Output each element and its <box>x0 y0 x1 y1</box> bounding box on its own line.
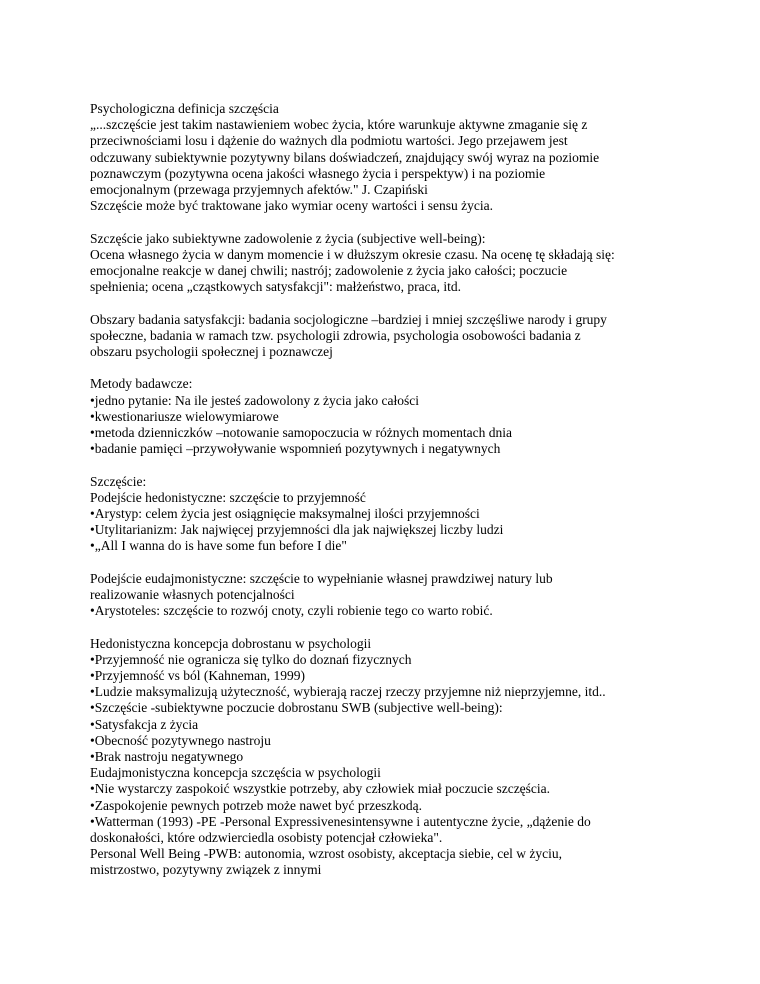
text-line: •Obecność pozytywnego nastroju <box>90 732 271 748</box>
paragraph-5 <box>90 474 692 555</box>
paragraph-6 <box>90 571 692 620</box>
text-line: emocjonalne reakcje w danej chwili; nastrój; zadowolenie z życia jako całości; poczucie <box>90 263 568 279</box>
text-line: Szczęście jako subiektywne zadowolenie z życia (subjective well-being): <box>90 230 486 246</box>
text-line: •Przyjemność nie ogranicza się tylko do doznań fizycznych <box>90 651 412 667</box>
text-line: Personal Well Being -PWB: autonomia, wzrost osobisty, akceptacja siebie, cel w życiu, <box>90 846 563 862</box>
text-line: emocjonalnym (przewaga przyjemnych afektów." J. Czapiński <box>90 182 428 198</box>
text-line: •kwestionariusze wielowymiarowe <box>90 408 279 424</box>
text-line: •„All I wanna do is have some fun before I die" <box>90 538 347 554</box>
text-line: obszaru psychologii społecznej i poznawczej <box>90 344 333 360</box>
text-line: Psychologiczna definicja szczęścia <box>90 101 279 116</box>
text-line: społeczne, badania w ramach tzw. psychologii zdrowia, psychologia osobowości badania z <box>90 327 581 343</box>
text-line: przeciwnościami losu i dążenie do ważnych dla podmiotu wartości. Jego przejawem jest <box>90 133 568 149</box>
text-line: •Ludzie maksymalizują użyteczność, wybierają raczej rzeczy przyjemne niż nieprzyjemne, itd.. <box>90 684 606 700</box>
text-line: poznawczym (pozytywna ocena jakości własnego życia i perspektyw) i na poziomie <box>90 165 546 181</box>
text-line: Szczęście może być traktowane jako wymiar oceny wartości i sensu życia. <box>90 198 493 214</box>
text-line: „...szczęście jest takim nastawieniem wobec życia, które warunkuje aktywne zmaganie się z <box>90 117 588 133</box>
text-line: •Zaspokojenie pewnych potrzeb może nawet być przeszkodą. <box>90 797 422 813</box>
text-line: realizowanie własnych potencjalności <box>90 587 295 603</box>
text-line: Eudajmonistyczna koncepcja szczęścia w psychologii <box>90 765 381 781</box>
text-line: •Przyjemność vs ból (Kahneman, 1999) <box>90 668 306 684</box>
text-line: Szczęście: <box>90 473 147 489</box>
text-line: odczuwany subiektywnie pozytywny bilans doświadczeń, znajdujący swój wyraz na poziomie <box>90 149 600 165</box>
text-line: •Satysfakcja z życia <box>90 716 199 732</box>
paragraph-1 <box>90 101 692 214</box>
text-line: Hedonistyczna koncepcja dobrostanu w psychologii <box>90 635 372 651</box>
text-line: •Szczęście -subiektywne poczucie dobrostanu SWB (subjective well-being): <box>90 700 503 716</box>
paragraph-4 <box>90 376 692 457</box>
text-line: •Utylitarianizm: Jak najwięcej przyjemności dla jak największej liczby ludzi <box>90 522 504 538</box>
text-line: Obszary badania satysfakcji: badania socjologiczne –bardziej i mniej szczęśliwe narody i grupy <box>90 311 607 327</box>
text-line: •Nie wystarczy zaspokoić wszystkie potrzeby, aby człowiek miał poczucie szczęścia. <box>90 781 551 797</box>
text-line: Metody badawcze: <box>90 376 193 392</box>
text-line: •Watterman (1993) -PE -Personal Expressivenesintensywne i autentyczne życie, „dążenie do <box>90 813 591 829</box>
text-line: spełnienia; ocena „cząstkowych satysfakcji": małżeństwo, praca, itd. <box>90 279 461 295</box>
text-line: •metoda dzienniczków –notowanie samopoczucia w różnych momentach dnia <box>90 425 512 441</box>
text-line: Podejście eudajmonistyczne: szczęście to wypełnianie własnej prawdziwej natury lub <box>90 570 553 586</box>
paragraph-7 <box>90 636 692 879</box>
text-line: •Arystoteles: szczęście to rozwój cnoty, czyli robienie tego co warto robić. <box>90 603 493 619</box>
text-line: •Arystyp: celem życia jest osiągnięcie maksymalnej ilości przyjemności <box>90 506 480 522</box>
text-line: Ocena własnego życia w danym momencie i w dłuższym okresie czasu. Na ocenę tę składają się: <box>90 246 615 262</box>
paragraph-3 <box>90 312 692 361</box>
document-body <box>90 101 692 879</box>
text-line: Podejście hedonistyczne: szczęście to przyjemność <box>90 489 366 505</box>
paragraph-2 <box>90 231 692 296</box>
text-line: •Brak nastroju negatywnego <box>90 749 244 765</box>
text-line: mistrzostwo, pozytywny związek z innymi <box>90 862 322 878</box>
text-line: •badanie pamięci –przywoływanie wspomnień pozytywnych i negatywnych <box>90 441 501 457</box>
text-line: •jedno pytanie: Na ile jesteś zadowolony z życia jako całości <box>90 392 419 408</box>
text-line: doskonałości, które odzwierciedla osobisty potencjał człowieka". <box>90 830 443 846</box>
